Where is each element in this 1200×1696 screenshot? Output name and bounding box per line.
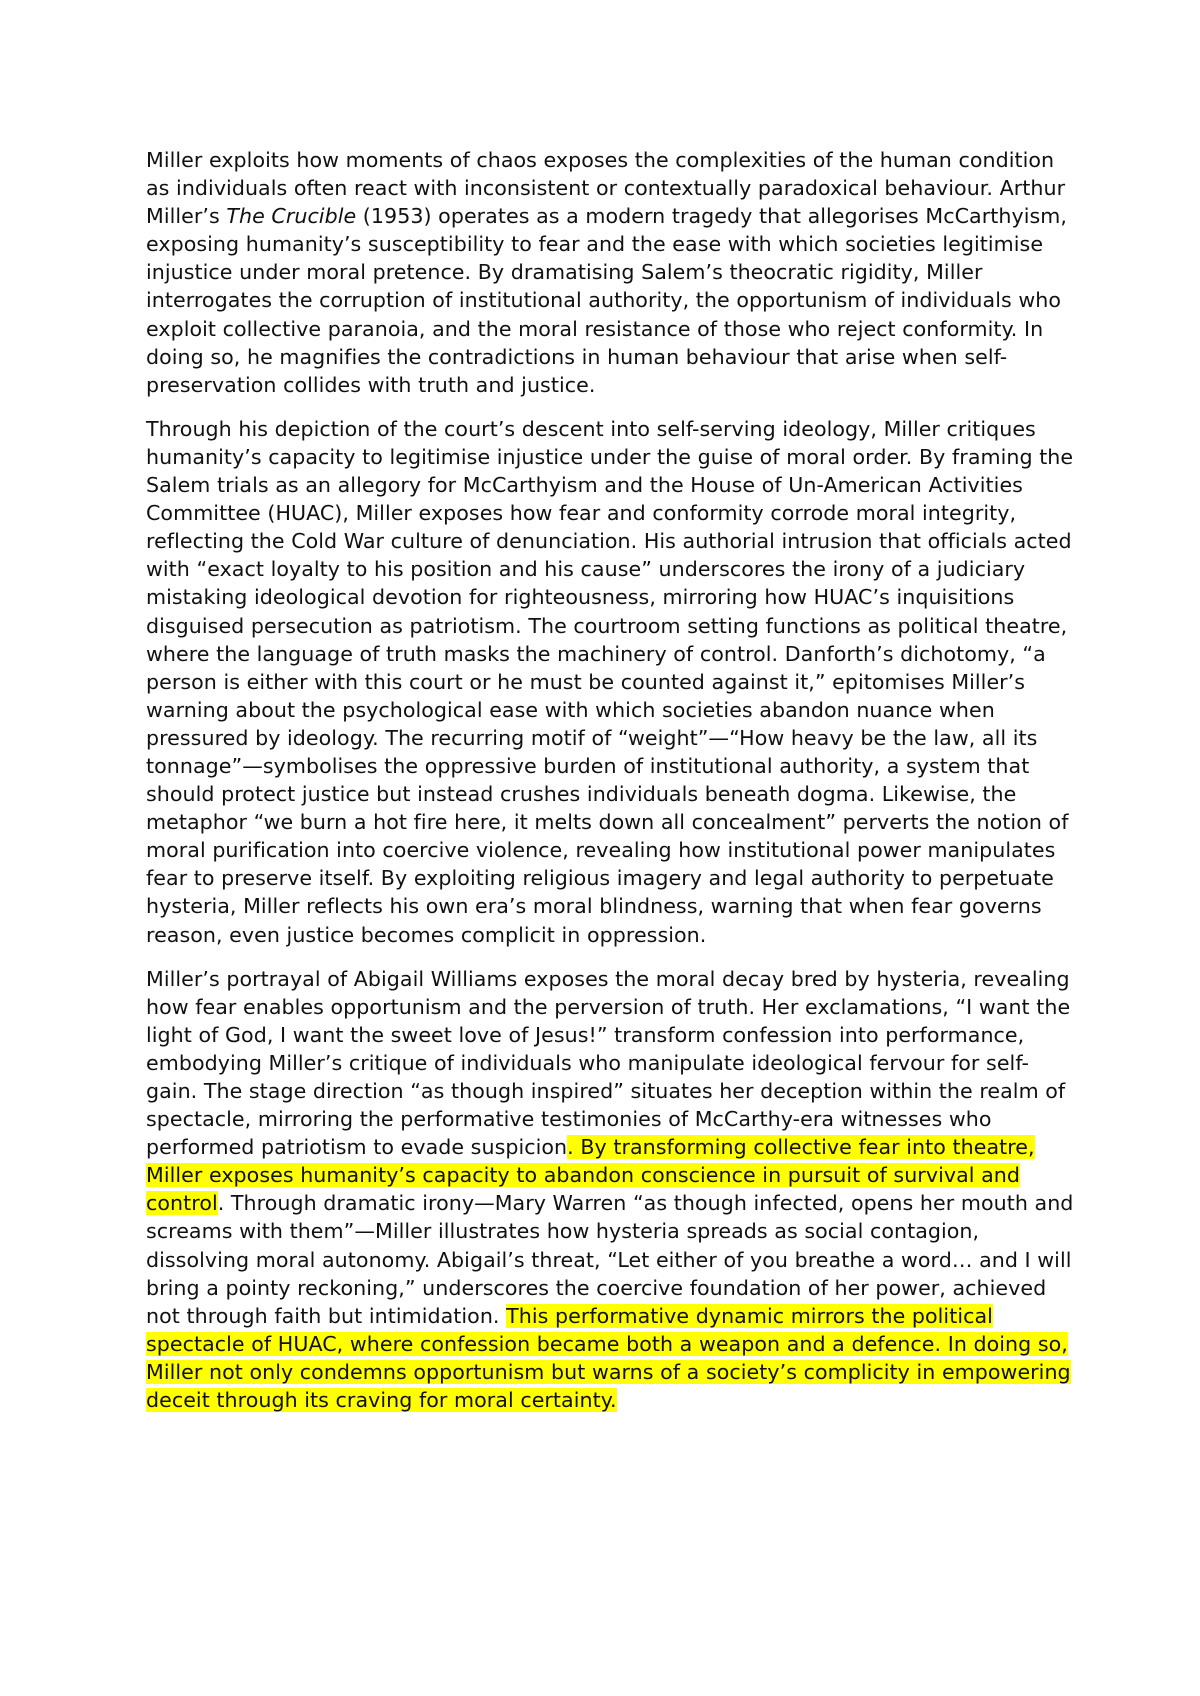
text-segment: Miller’s portrayal of Abigail Williams exposes the moral decay bred by hysteria, revealing how fear enables opportunism and the perversion of truth. Her exclamations, “I want the light of God, I want the sweet love of Jesus!” transform confession into performance, embodying Miller’s critique of individuals who manipulate ideological fervour for self-gain. The stage direction “as though inspired” situates her deception within the realm of spectacle, mirroring the performative testimonies of McCarthy-era witnesses who performed patriotism to evade suspicion [146, 966, 1071, 1160]
text-segment: . Through dramatic irony—Mary Warren “as though infected, opens her mouth and screams with them”—Miller illustrates how hysteria spreads as social contagion, dissolving moral autonomy. Abigail’s threat, “Let either of you breathe a word… and I will bring a pointy reckoning,” underscores the coercive foundation of her power, achieved not through faith but intimidation. [146, 1191, 1074, 1328]
text-segment: Miller exploits how moments of chaos exposes the complexities of the human condition as individuals often react with inconsistent or contextually paradoxical behaviour. Arthur Miller’s [146, 148, 1066, 229]
paragraph-body-2 [146, 965, 1076, 1415]
document-body [146, 146, 1076, 1430]
text-segment: Through his depiction of the court’s descent into self-serving ideology, Miller critiques humanity’s capacity to legitimise injustice under the guise of moral order. By framing the Salem trials as an allegory for McCarthyism and the House of Un-American Activities Committee (HUAC), Miller exposes how fear and conformity corrode moral integrity, reflecting the Cold War culture of denunciation. His authorial intrusion that officials acted with “exact loyalty to his position and his cause” underscores the irony of a judiciary mistaking ideological devotion for righteousness, mirroring how HUAC’s inquisitions disguised persecution as patriotism. The courtroom setting functions as political theatre, where the language of truth masks the machinery of control. Danforth’s dichotomy, “a person is either with this court or he must be counted against it,” epitomises Miller’s warning about the psychological ease with which societies abandon nuance when pressured by ideology. The recurring motif of “weight”—“How heavy be the law, all its tonnage”—symbolises the oppressive burden of institutional authority, a system that should protect justice but instead crushes individuals beneath dogma. Likewise, the metaphor “we burn a hot fire here, it melts down all concealment” perverts the notion of moral purification into coercive violence, revealing how institutional power manipulates fear to preserve itself. By exploiting religious imagery and legal authority to perpetuate hysteria, Miller reflects his own era’s moral blindness, warning that when fear governs reason, even justice becomes complicit in oppression. [146, 416, 1074, 947]
paragraph-introduction [146, 146, 1076, 399]
paragraph-body-1 [146, 415, 1076, 949]
play-title: The Crucible [226, 204, 357, 229]
highlighted-text: . By transforming collective fear into theatre, Miller exposes humanity’s capacity to abandon conscience in pursuit of survival and control [146, 1135, 1035, 1216]
text-segment: (1953) operates as a modern tragedy that allegorises McCarthyism, exposing humanity’s susceptibility to fear and the ease with which societies legitimise injustice under moral pretence. By dramatising Salem’s theocratic rigidity, Miller interrogates the corruption of institutional authority, the opportunism of individuals who exploit collective paranoia, and the moral resistance of those who reject conformity. In doing so, he magnifies the contradictions in human behaviour that arise when self-preservation collides with truth and justice. [146, 204, 1067, 397]
highlighted-text: This performative dynamic mirrors the political spectacle of HUAC, where confession became both a weapon and a defence. In doing so, Miller not only condemns opportunism but warns of a society’s complicity in empowering deceit through its craving for moral certainty. [146, 1303, 1071, 1413]
